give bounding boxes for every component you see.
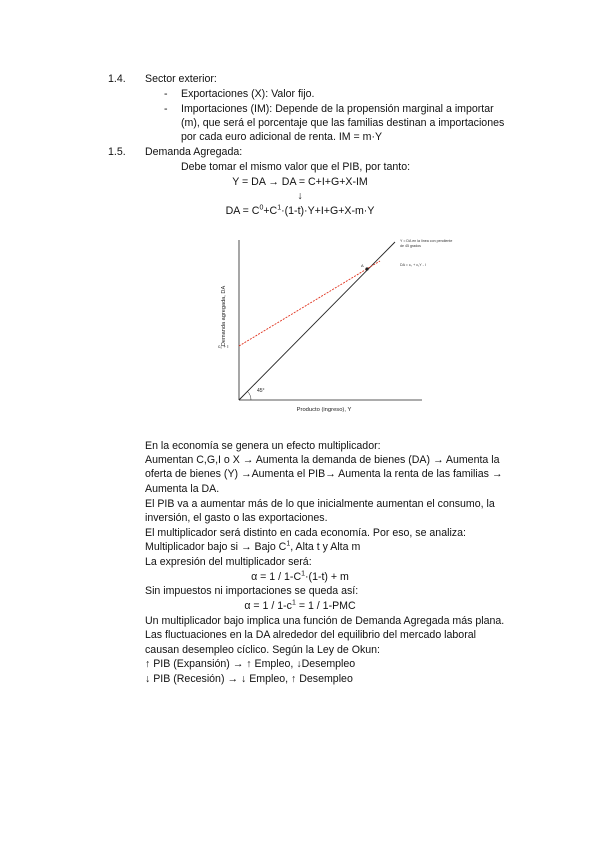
paragraph-multiplicador-bajo: Multiplicador bajo si → Bajo $C^1$, Alta t y Alta m	[145, 540, 361, 553]
paragraph-chain-line-1: Aumentan C,G,I o X → Aumenta la demanda de bienes (DA) → Aumenta la	[145, 454, 500, 466]
paragraph-chain-line-3: Aumenta la DA.	[145, 483, 220, 495]
x-axis-label: Producto (ingreso), Y	[296, 407, 352, 413]
bullet-exportaciones: Exportaciones (X): Valor fijo.	[181, 88, 315, 100]
bullet-importaciones-line-3: por cada euro adicional de renta. IM = m·Y	[181, 131, 383, 143]
intercept-label: c₀ + I	[218, 344, 229, 349]
bullet-importaciones-line-2: (m), que será el porcentaje que las familias destinan a importaciones	[181, 117, 505, 129]
down-arrow: ↓	[297, 190, 303, 202]
angle-label: 45°	[257, 388, 265, 394]
formula-multiplicador: $\alpha = 1 / 1-C^1\cdot(1-t) + m$	[251, 570, 349, 583]
y-axis-label: Demanda agregada, DA	[221, 285, 227, 347]
point-label: A	[361, 263, 364, 268]
da-intro: Debe tomar el mismo valor que el PIB, por tanto:	[181, 161, 411, 173]
legend-45-line-2: de 45 grados	[400, 244, 421, 248]
paragraph-chain-line-2: oferta de bienes (Y) →Aumenta el PIB→ Aumenta la renta de las familias →	[145, 468, 503, 480]
equation-da: Y = DA → DA = C+I+G+X-IM	[232, 176, 368, 188]
okun-recesion: ↓ PIB (Recesión) → ↓ Empleo, ↑ Desempleo	[145, 673, 353, 685]
equation-da-expanded: DA = $C^0+C^1\cdot(1-t)\cdot Y+I+G+X-m\cdot Y$	[225, 204, 375, 217]
formula-multiplicador-simple: $\alpha = 1 / 1-c^1 = 1 / 1-PMC$	[244, 599, 356, 612]
legend-da: DA = c₀ + c₁Y - I	[400, 263, 426, 267]
bullet-importaciones-line-1: Importaciones (IM): Depende de la propensión marginal a importar	[181, 103, 494, 115]
paragraph-pib-line-2: inversión, el gasto o las exportaciones.	[145, 512, 328, 524]
aggregate-demand-figure	[210, 228, 453, 414]
equilibrium-point	[365, 267, 368, 270]
angle-arc	[248, 392, 252, 401]
legend-45-line-1: Y = DA en la línea con pendiente	[400, 239, 453, 243]
paragraph-plana-line-3: causan desempleo cíclico. Según la Ley de Okun:	[145, 644, 380, 656]
okun-expansion: ↑ PIB (Expansión) → ↑ Empleo, ↓Desempleo	[145, 658, 356, 670]
section-number-1-4: 1.4.	[108, 73, 126, 85]
paragraph-multiplicador-distinto: El multiplicador será distinto en cada economía. Por eso, se analiza:	[145, 527, 466, 539]
paragraph-plana-line-2: Las fluctuaciones en la DA alrededor del equilibrio del mercado laboral	[145, 629, 476, 641]
paragraph-sin-impuestos: Sin impuestos ni importaciones se queda así:	[145, 585, 359, 597]
paragraph-plana-line-1: Un multiplicador bajo implica una función de Demanda Agregada más plana.	[145, 615, 505, 627]
section-title-demanda-agregada: Demanda Agregada:	[145, 146, 243, 158]
bullet-dash: -	[164, 103, 168, 115]
section-number-1-5: 1.5.	[108, 146, 126, 158]
section-title-sector-exterior: Sector exterior:	[145, 73, 217, 85]
da-line	[239, 261, 380, 346]
paragraph-expresion: La expresión del multiplicador será:	[145, 556, 312, 568]
paragraph-pib-line-1: El PIB va a aumentar más de lo que inicialmente aumentan el consumo, la	[145, 498, 495, 510]
paragraph-efecto-multiplicador: En la economía se genera un efecto multiplicador:	[145, 440, 381, 452]
bullet-dash: -	[164, 88, 168, 100]
